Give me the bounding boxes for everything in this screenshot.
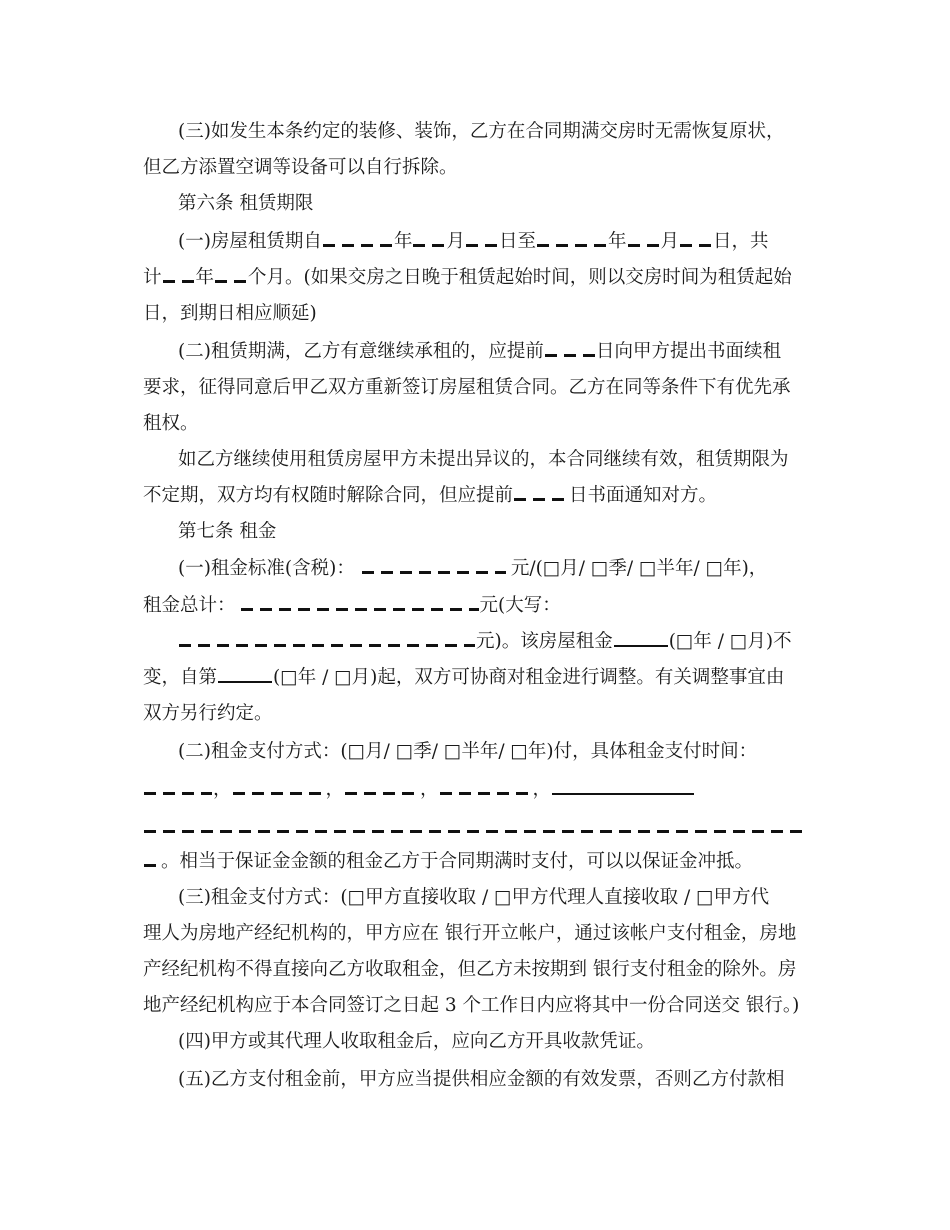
payment-dates-line bbox=[143, 778, 811, 802]
paragraph-line bbox=[143, 850, 811, 874]
fill-blank bbox=[537, 233, 607, 247]
fill-line bbox=[218, 667, 272, 683]
text: (二)租赁期满，乙方有意继续承租的，应提前 bbox=[178, 341, 544, 362]
fill-line bbox=[552, 779, 694, 795]
paragraph-line bbox=[143, 594, 811, 618]
paragraph-line bbox=[178, 630, 811, 654]
text: 计 bbox=[143, 267, 162, 288]
paragraph-line: 要求，征得同意后甲乙双方重新签订房屋租赁合同。乙方在同等条件下有优先承 bbox=[143, 377, 791, 398]
text: 元/(□月/ □季/ □半年/ □年)， bbox=[510, 558, 768, 579]
paragraph-line bbox=[178, 230, 811, 254]
text: 年 bbox=[195, 267, 215, 288]
text: 日书面通知对方。 bbox=[569, 485, 718, 506]
fill-blank bbox=[628, 233, 660, 247]
paragraph-line: (四)甲方或其代理人收取租金后，应向乙方开具收款凭证。 bbox=[178, 1031, 655, 1052]
paragraph-line: 日，到期日相应顺延) bbox=[143, 303, 317, 324]
fill-blank bbox=[144, 781, 212, 795]
fill-blank bbox=[233, 781, 325, 795]
text: (□年 / □月)不 bbox=[668, 631, 792, 652]
fill-blank bbox=[345, 781, 419, 795]
paragraph-line: 理人为房地产经纪机构的，甲方应在 银行开立帐户，通过该帐户支付租金，房地 bbox=[143, 923, 797, 944]
text: 日至 bbox=[498, 231, 536, 252]
fill-blank bbox=[163, 269, 195, 283]
text: ， bbox=[213, 779, 232, 800]
text: 月 bbox=[660, 231, 680, 252]
text: 变，自第 bbox=[143, 667, 218, 688]
article-heading: 第六条 租赁期限 bbox=[178, 193, 314, 214]
paragraph-line: (二)租金支付方式：(□月/ □季/ □半年/ □年)付，具体租金支付时间： bbox=[178, 741, 758, 762]
fill-blank bbox=[179, 633, 475, 647]
fill-blank bbox=[144, 853, 156, 867]
text: 日，共 bbox=[713, 231, 769, 252]
text: ， bbox=[420, 779, 439, 800]
text: 元)。该房屋租金 bbox=[476, 631, 613, 652]
fill-blank bbox=[466, 233, 498, 247]
paragraph-line bbox=[178, 340, 811, 364]
text: 元(大写： bbox=[479, 595, 561, 616]
fill-blank bbox=[680, 233, 712, 247]
paragraph-line: 双方另行约定。 bbox=[143, 703, 273, 724]
text: (一)房屋租赁期自 bbox=[178, 231, 322, 252]
text: 个月。(如果交房之日晚于租赁起始时间，则以交房时间为租赁起始 bbox=[248, 267, 792, 288]
fill-blank bbox=[514, 487, 568, 501]
paragraph-line: 地产经纪机构应于本合同签订之日起 3 个工作日内应将其中一份合同送交 银行。) bbox=[143, 995, 800, 1016]
fill-blank bbox=[241, 597, 479, 611]
paragraph-line bbox=[143, 484, 811, 508]
paragraph-line: 但乙方添置空调等设备可以自行拆除。 bbox=[143, 157, 458, 178]
text: 不定期，双方均有权随时解除合同，但应提前 bbox=[143, 485, 514, 506]
fill-blank bbox=[545, 343, 595, 357]
text: 年 bbox=[393, 231, 413, 252]
text: 日向甲方提出书面续租 bbox=[595, 341, 781, 362]
paragraph-line: (三)如发生本条约定的装修、装饰，乙方在合同期满交房时无需恢复原状， bbox=[178, 121, 785, 142]
fill-blank bbox=[413, 233, 445, 247]
text: ， bbox=[532, 779, 552, 800]
paragraph-line bbox=[178, 557, 811, 581]
fill-blank bbox=[215, 269, 247, 283]
paragraph-line: 产经纪机构不得直接向乙方收取租金，但乙方未按期到 银行支付租金的除外。房 bbox=[143, 959, 797, 980]
fill-blank bbox=[323, 233, 393, 247]
paragraph-line: 如乙方继续使用租赁房屋甲方未提出异议的，本合同继续有效，租赁期限为 bbox=[178, 449, 789, 470]
text: ， bbox=[325, 779, 345, 800]
paragraph-line: 租权。 bbox=[143, 413, 199, 434]
paragraph-line bbox=[143, 666, 811, 690]
fill-line bbox=[614, 631, 668, 647]
text: 月 bbox=[446, 231, 465, 252]
text: 年 bbox=[607, 231, 627, 252]
payment-dates-line bbox=[143, 816, 811, 840]
text: (□年 / □月)起，双方可协商对租金进行调整。有关调整事宜由 bbox=[273, 667, 785, 688]
text: (一)租金标准(含税)： bbox=[178, 558, 355, 579]
fill-blank bbox=[440, 781, 532, 795]
paragraph-line: (五)乙方支付租金前，甲方应当提供相应金额的有效发票，否则乙方付款相 bbox=[178, 1069, 785, 1090]
text: 租金总计： bbox=[143, 595, 236, 616]
paragraph-line: (三)租金支付方式：(□甲方直接收取 / □甲方代理人直接收取 / □甲方代 bbox=[178, 887, 770, 908]
paragraph-line bbox=[143, 266, 811, 290]
fill-blank bbox=[144, 819, 808, 833]
text: 。相当于保证金金额的租金乙方于合同期满时支付，可以以保证金冲抵。 bbox=[161, 851, 754, 872]
article-heading: 第七条 租金 bbox=[178, 521, 277, 542]
fill-blank bbox=[362, 560, 506, 574]
